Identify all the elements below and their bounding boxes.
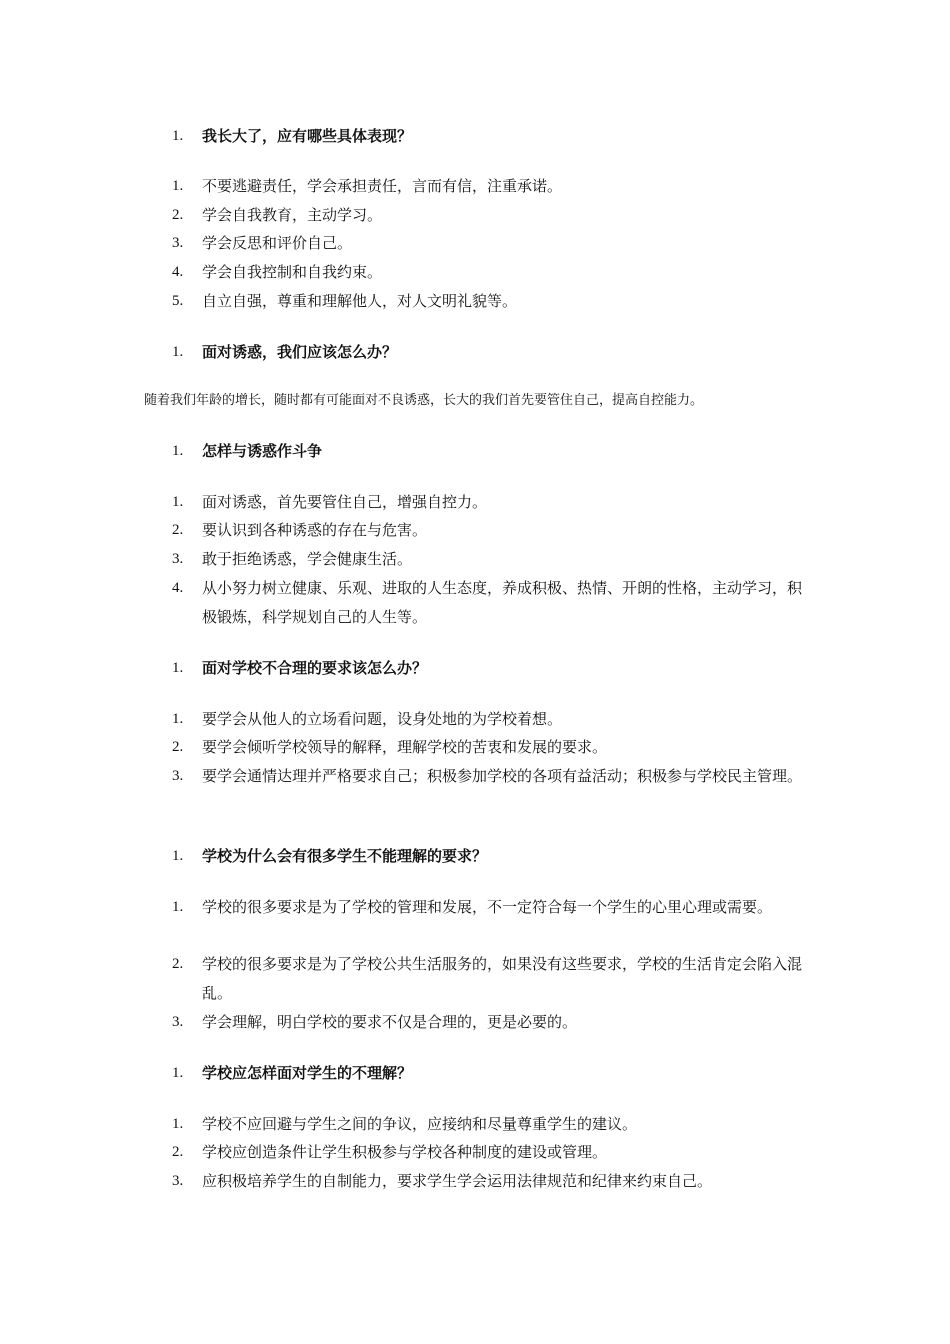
section-heading [172, 1059, 812, 1088]
list-number: 1. [172, 899, 184, 915]
list-number: 3. [172, 1014, 184, 1030]
list-text: 学会反思和评价自己。 [202, 234, 353, 252]
list-item [172, 201, 812, 230]
list-item [172, 1167, 812, 1196]
section-heading [172, 437, 812, 466]
list-number: 1. [172, 178, 184, 194]
list-text: 学校应创造条件让学生积极参与学校各种制度的建设或管理。 [202, 1143, 608, 1161]
list-text: 面对诱惑，首先要管住自己，增强自控力。 [202, 493, 488, 511]
list-text: 要学会通情达理并严格要求自己；积极参加学校的各项有益活动；积极参与学校民主管理。 [202, 767, 803, 785]
list-number: 4. [172, 580, 184, 596]
heading-number: 1. [172, 344, 184, 360]
list-text: 从小努力树立健康、乐观、进取的人生态度，养成积极、热情、开朗的性格，主动学习，积极锻炼，科学规划自己的人生等。 [202, 579, 803, 626]
list-number: 3. [172, 551, 184, 567]
list-number: 2. [172, 207, 184, 223]
body-paragraph: 随着我们年龄的增长，随时都有可能面对不良诱惑，长大的我们首先要管住自己，提高自控能力。 [144, 393, 704, 408]
list-number: 2. [172, 522, 184, 538]
heading-text: 怎样与诱惑作斗争 [202, 442, 323, 460]
heading-number: 1. [172, 660, 184, 676]
list-number: 5. [172, 293, 184, 309]
list-number: 4. [172, 264, 184, 280]
list-item [172, 488, 812, 517]
heading-text: 学校为什么会有很多学生不能理解的要求？ [202, 847, 488, 865]
heading-number: 1. [172, 443, 184, 459]
list-text: 不要逃避责任，学会承担责任，言而有信，注重承诺。 [202, 177, 563, 195]
list-number: 2. [172, 1144, 184, 1160]
list-number: 3. [172, 235, 184, 251]
list-number: 3. [172, 768, 184, 784]
list-item [172, 258, 812, 287]
list-item [172, 1008, 812, 1037]
heading-number: 1. [172, 128, 184, 144]
list-number: 3. [172, 1173, 184, 1189]
list-item [172, 287, 812, 316]
list-item [172, 950, 812, 1008]
section-heading [172, 122, 812, 151]
heading-number: 1. [172, 1065, 184, 1081]
list-item [172, 733, 812, 762]
list-item [172, 705, 812, 734]
list-text: 学校的很多要求是为了学校的管理和发展，不一定符合每一个学生的心里心理或需要。 [202, 898, 773, 916]
list-text: 学会理解，明白学校的要求不仅是合理的，更是必要的。 [202, 1013, 578, 1031]
list-text: 学校的很多要求是为了学校公共生活服务的，如果没有这些要求，学校的生活肯定会陷入混乱。 [202, 955, 803, 1002]
heading-text: 我长大了，应有哪些具体表现？ [202, 127, 413, 145]
list-number: 1. [172, 494, 184, 510]
section-heading [172, 842, 812, 871]
list-item [172, 172, 812, 201]
list-item [172, 545, 812, 574]
list-number: 2. [172, 739, 184, 755]
heading-text: 学校应怎样面对学生的不理解？ [202, 1064, 413, 1082]
list-text: 应积极培养学生的自制能力，要求学生学会运用法律规范和纪律来约束自己。 [202, 1172, 713, 1190]
heading-number: 1. [172, 848, 184, 864]
list-item [172, 1110, 812, 1139]
list-number: 1. [172, 711, 184, 727]
heading-text: 面对学校不合理的要求该怎么办？ [202, 659, 428, 677]
list-number: 1. [172, 1116, 184, 1132]
list-number: 2. [172, 956, 184, 972]
list-text: 学会自我教育，主动学习。 [202, 206, 383, 224]
list-text: 要学会从他人的立场看问题，设身处地的为学校着想。 [202, 710, 563, 728]
section-heading [172, 654, 812, 683]
list-item [172, 762, 812, 791]
list-text: 敢于拒绝诱惑，学会健康生活。 [202, 550, 413, 568]
list-item [172, 1138, 812, 1167]
heading-text: 面对诱惑，我们应该怎么办？ [202, 343, 398, 361]
list-item [172, 574, 812, 632]
list-text: 学会自我控制和自我约束。 [202, 263, 383, 281]
list-item [172, 516, 812, 545]
section-heading [172, 338, 812, 367]
list-item [172, 229, 812, 258]
list-text: 自立自强，尊重和理解他人，对人文明礼貌等。 [202, 292, 518, 310]
list-item [172, 893, 812, 922]
list-text: 要学会倾听学校领导的解释，理解学校的苦衷和发展的要求。 [202, 738, 608, 756]
list-text: 要认识到各种诱惑的存在与危害。 [202, 521, 428, 539]
list-text: 学校不应回避与学生之间的争议，应接纳和尽量尊重学生的建议。 [202, 1115, 638, 1133]
